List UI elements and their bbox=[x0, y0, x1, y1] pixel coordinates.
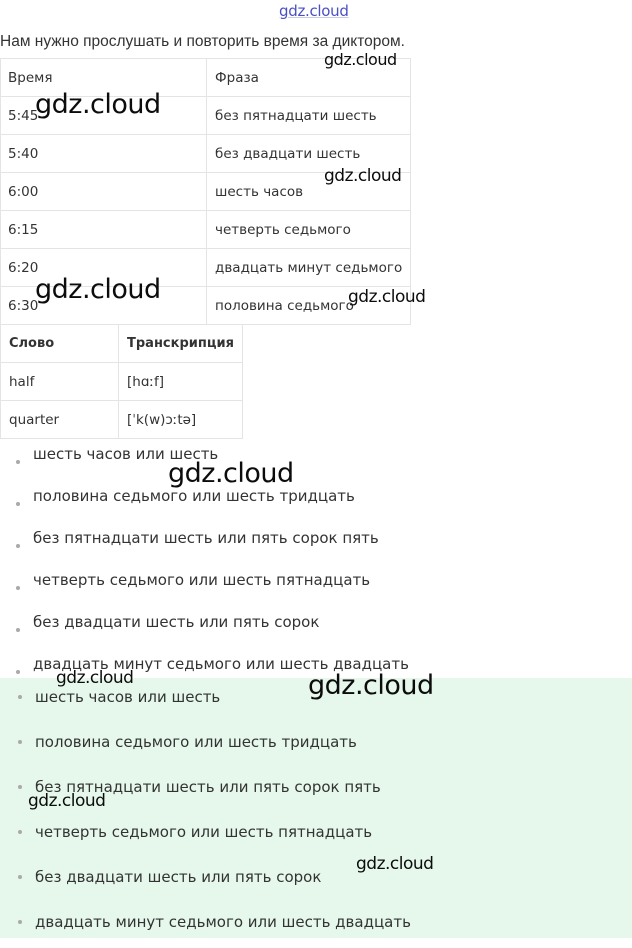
watermark: gdz.cloud bbox=[56, 668, 134, 688]
list-item bbox=[0, 567, 632, 609]
list-item bbox=[0, 903, 632, 948]
list-item-text: без пятнадцати шесть или пять сорок пять bbox=[33, 529, 379, 547]
phrase-cell: без двадцати шесть bbox=[207, 135, 411, 173]
watermark: gdz.cloud bbox=[324, 166, 402, 186]
bullet-icon bbox=[18, 785, 22, 789]
list-item-text: без двадцати шесть или пять сорок bbox=[33, 613, 320, 631]
bullet-icon bbox=[16, 628, 20, 632]
table-row bbox=[1, 211, 411, 249]
word-cell: half bbox=[1, 363, 119, 401]
watermark: gdz.cloud bbox=[35, 274, 161, 305]
bullet-icon bbox=[16, 460, 20, 464]
time-cell: 6:20 bbox=[1, 249, 207, 287]
watermark: gdz.cloud bbox=[356, 854, 434, 874]
watermark: gdz.cloud bbox=[35, 89, 161, 120]
word-cell: quarter bbox=[1, 401, 119, 439]
list-item bbox=[0, 441, 632, 483]
list-item bbox=[0, 525, 632, 567]
bullet-icon bbox=[16, 544, 20, 548]
column-header-phrase: Фраза bbox=[207, 59, 411, 97]
watermark: gdz.cloud bbox=[28, 791, 106, 811]
phrase-cell: половина седьмого bbox=[207, 287, 411, 325]
transcription-cell: [ˈk(w)ɔːtə] bbox=[119, 401, 243, 439]
answer-list bbox=[0, 678, 632, 948]
words-table bbox=[0, 324, 243, 439]
transcription-cell: [hɑːf] bbox=[119, 363, 243, 401]
list-item-text: шесть часов или шесть bbox=[33, 445, 219, 463]
task-instruction: Нам нужно прослушать и повторить время за диктором. bbox=[0, 33, 405, 50]
watermark: gdz.cloud bbox=[168, 458, 294, 489]
bullet-icon bbox=[18, 695, 22, 699]
list-item-text: без двадцати шесть или пять сорок bbox=[35, 868, 322, 886]
list-item bbox=[0, 813, 632, 858]
phrase-cell: шесть часов bbox=[207, 173, 411, 211]
bullet-icon bbox=[16, 502, 20, 506]
time-phrase-list bbox=[0, 441, 632, 693]
list-item bbox=[0, 483, 632, 525]
table-header-row bbox=[1, 325, 243, 363]
watermark: gdz.cloud bbox=[348, 287, 426, 307]
bullet-icon bbox=[16, 586, 20, 590]
bullet-icon bbox=[18, 740, 22, 744]
list-item bbox=[0, 723, 632, 768]
phrase-cell: двадцать минут седьмого bbox=[207, 249, 411, 287]
table-row bbox=[1, 401, 243, 439]
time-cell: 5:45 bbox=[1, 97, 207, 135]
time-cell: 6:30 bbox=[1, 287, 207, 325]
bullet-icon bbox=[18, 875, 22, 879]
phrase-cell: четверть седьмого bbox=[207, 211, 411, 249]
watermark: gdz.cloud bbox=[324, 50, 397, 69]
bullet-icon bbox=[18, 920, 22, 924]
table-row bbox=[1, 363, 243, 401]
watermark: gdz.cloud bbox=[308, 670, 434, 701]
list-item-text: четверть седьмого или шесть пятнадцать bbox=[35, 823, 373, 841]
time-cell: 5:40 bbox=[1, 135, 207, 173]
phrase-cell: без пятнадцати шесть bbox=[207, 97, 411, 135]
list-item-text: четверть седьмого или шесть пятнадцать bbox=[33, 571, 371, 589]
bullet-icon bbox=[16, 670, 20, 674]
list-item-text: половина седьмого или шесть тридцать bbox=[33, 487, 355, 505]
time-cell: 6:15 bbox=[1, 211, 207, 249]
list-item bbox=[0, 609, 632, 651]
column-header-time: Время bbox=[1, 59, 207, 97]
list-item bbox=[0, 858, 632, 903]
list-item-text: шесть часов или шесть bbox=[35, 688, 221, 706]
list-item-text: двадцать минут седьмого или шесть двадцать bbox=[35, 913, 411, 931]
list-item-text: половина седьмого или шесть тридцать bbox=[35, 733, 357, 751]
time-cell: 6:00 bbox=[1, 173, 207, 211]
column-header-transcription: Транскрипция bbox=[119, 325, 243, 363]
list-item-text: без пятнадцати шесть или пять сорок пять bbox=[35, 778, 381, 796]
site-logo[interactable]: gdz.cloud bbox=[279, 2, 349, 20]
bullet-icon bbox=[18, 830, 22, 834]
column-header-word: Слово bbox=[1, 325, 119, 363]
list-item-text: двадцать минут седьмого или шесть двадцать bbox=[33, 655, 409, 673]
